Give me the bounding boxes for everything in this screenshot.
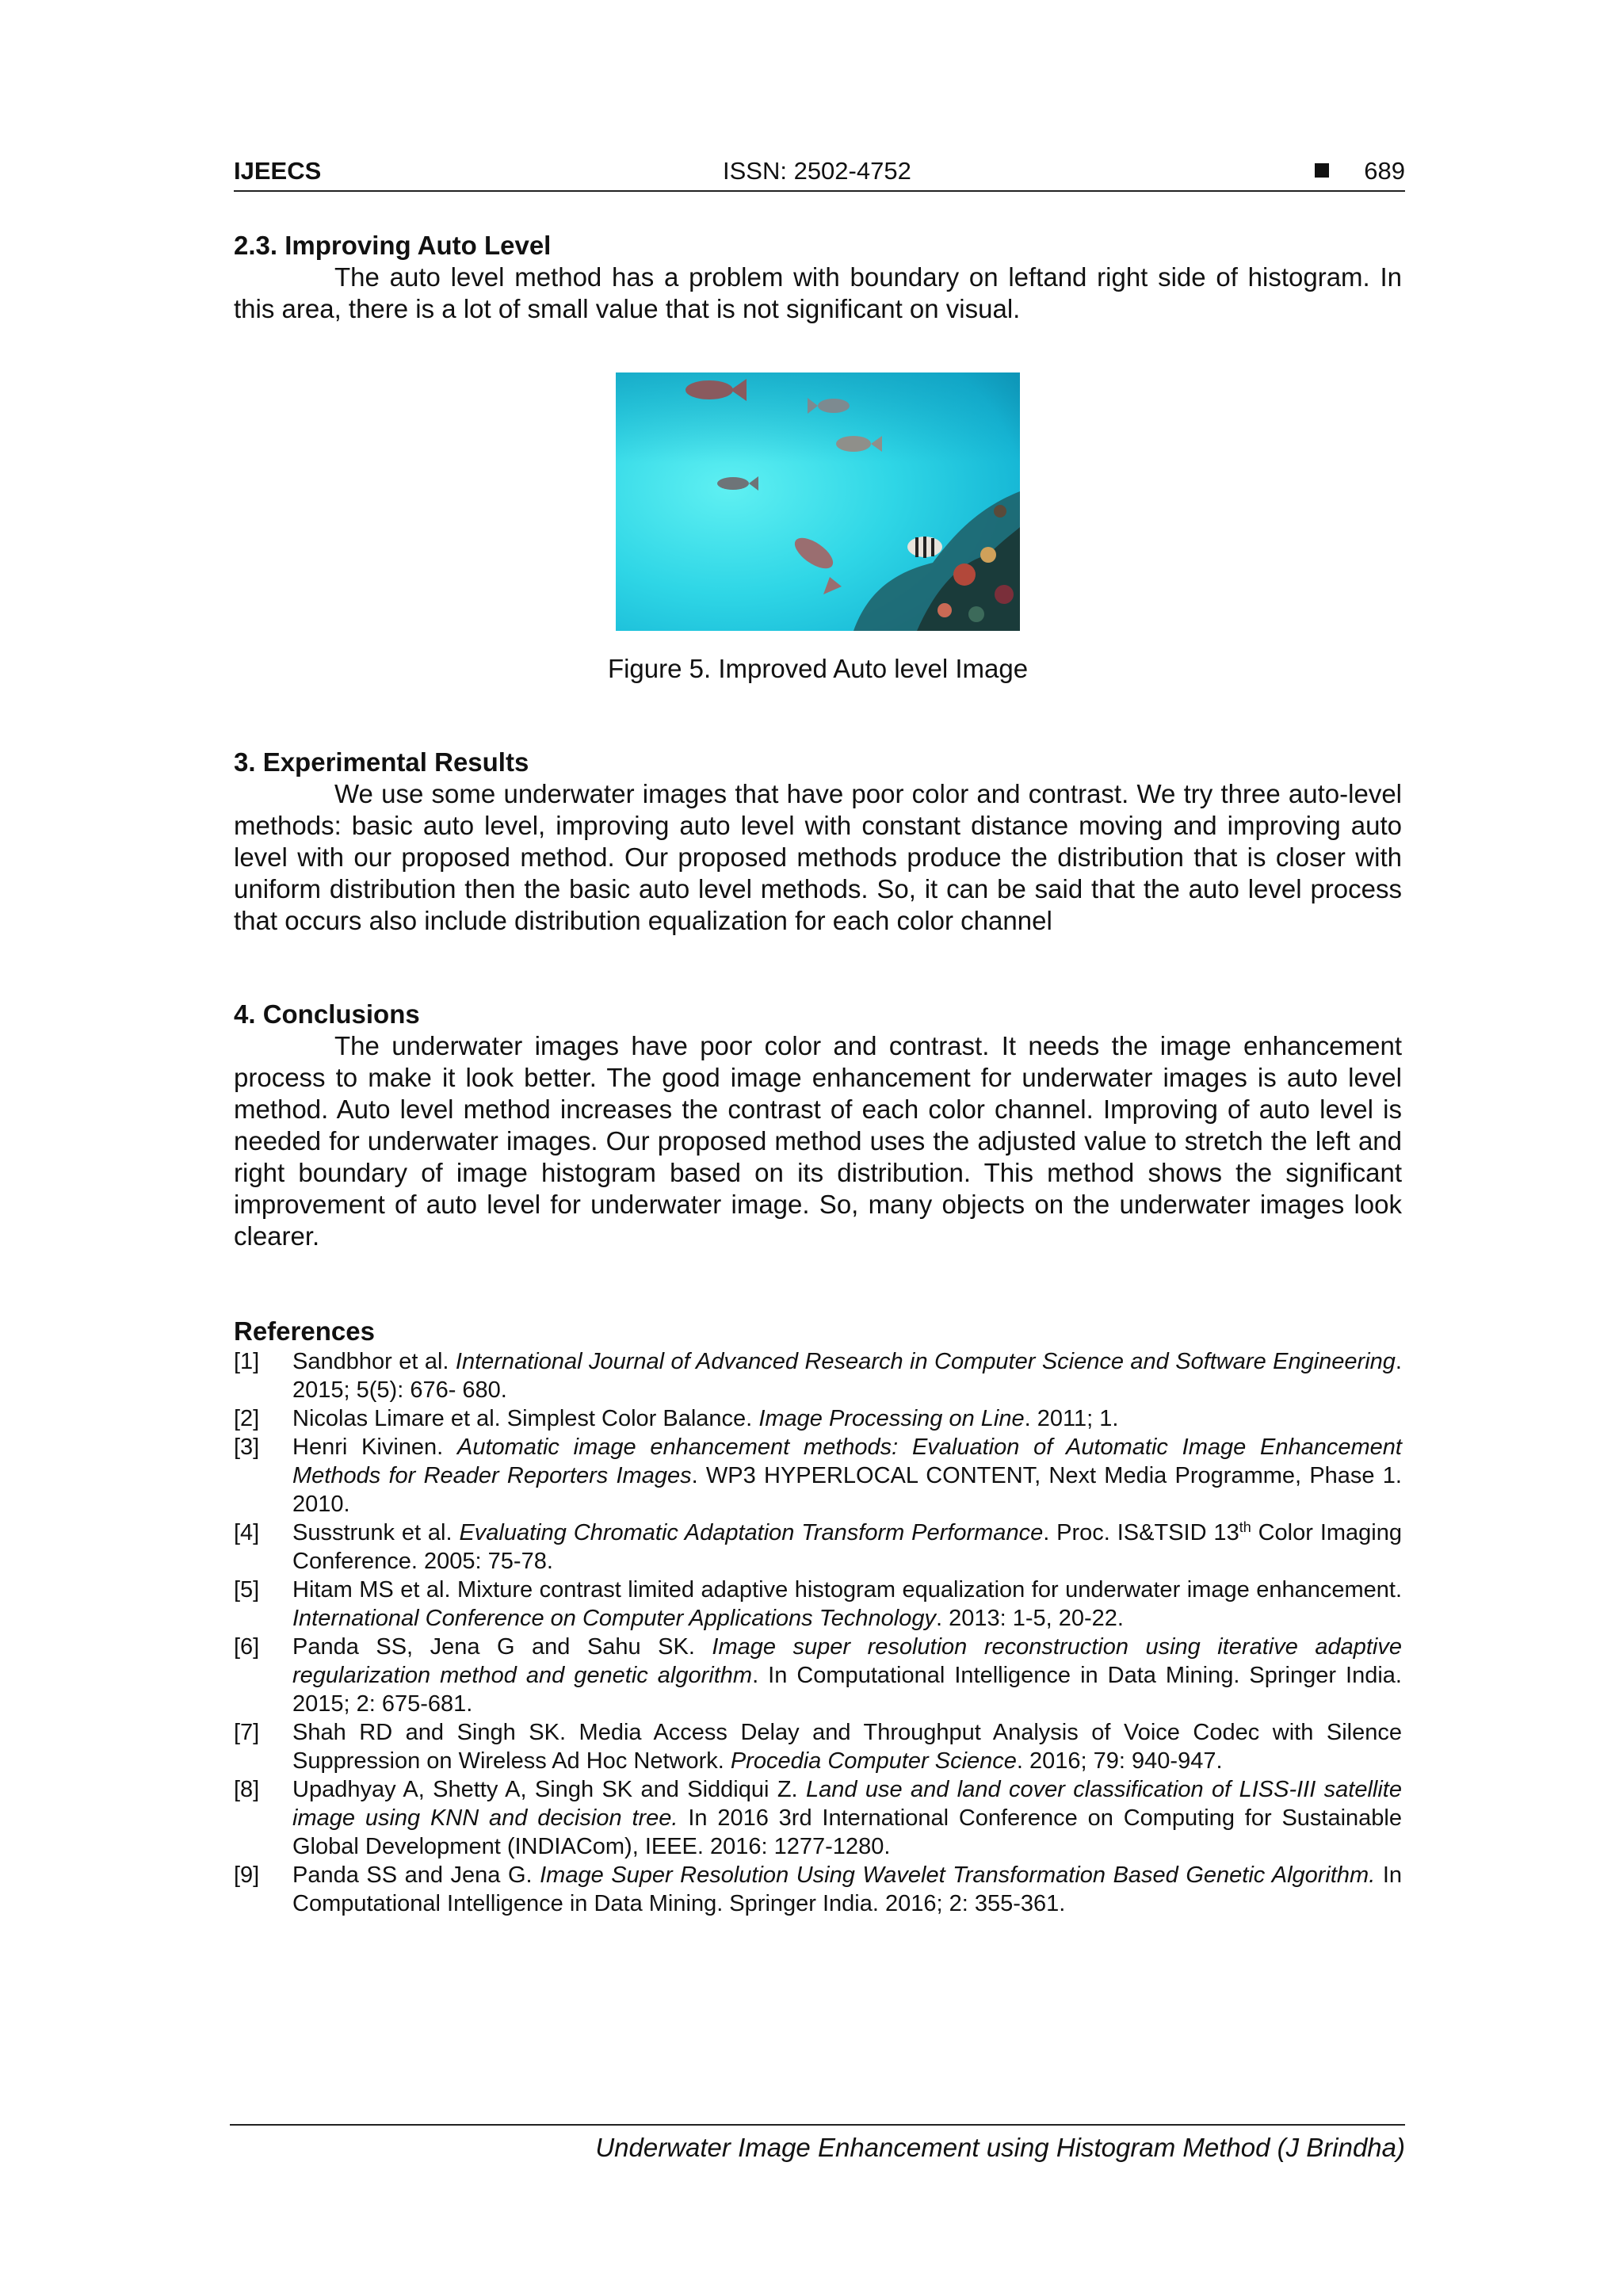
reference-list [234,1347,1402,1918]
section-heading: 2.3. Improving Auto Level [234,231,552,260]
running-footer [230,2124,1405,2164]
body-content [234,230,1402,1918]
reference-number: [5] [234,1577,260,1603]
reference-item [234,1576,1402,1633]
reference-number: [3] [234,1435,260,1460]
reference-item [234,1433,1402,1519]
reference-item [234,1347,1402,1404]
reference-text: Nicolas Limare et al. Simplest Color Balance. Image Processing on Line. 2011; 1. [292,1406,1119,1431]
running-header [234,155,1405,192]
reference-number: [7] [234,1720,260,1745]
reference-text: Susstrunk et al. Evaluating Chromatic Adaptation Transform Performance. Proc. IS&TSID 13th Color Imaging Conference. 2005: 75-78. [292,1519,1402,1574]
journal-name: IJEECS [234,157,322,185]
square-bullet-icon [1315,163,1329,178]
issn: ISSN: 2502-4752 [723,157,911,185]
section-3 [234,747,1402,937]
figure-caption: Figure 5. Improved Auto level Image [607,654,1029,683]
section-paragraph: The auto level method has a problem with boundary on leftand right side of histogram. In this area, there is a lot of small value that is not significant on visual. [234,262,1402,323]
references-section [234,1316,1402,1918]
reference-number: [9] [234,1862,260,1888]
page-number: 689 [1364,157,1405,185]
reference-text: Hitam MS et al. Mixture contrast limited adaptive histogram equalization for underwater image enhancement. International Conference on Computer Applications Technology. 2013: 1-5, 20-22. [292,1577,1402,1631]
reference-number: [8] [234,1777,260,1802]
underwater-photo [616,372,1020,631]
footer-title: Underwater Image Enhancement using Histogram Method (J Brindha) [595,2133,1405,2162]
reference-text: Henri Kivinen. Automatic image enhancement methods: Evaluation of Automatic Image Enhancement Methods for Reader Reporters Images. WP3 HYPERLOCAL CONTENT, Next Media Programme, Phase 1. 2010. [292,1435,1402,1517]
reference-item [234,1861,1402,1918]
figure-5 [234,372,1402,685]
section-heading: 4. Conclusions [234,999,420,1029]
section-2-3 [234,230,1402,325]
page-number-block [1315,155,1405,187]
reference-text: Shah RD and Singh SK. Media Access Delay and Throughput Analysis of Voice Codec with Silence Suppression on Wireless Ad Hoc Network. Procedia Computer Science. 2016; 79: 940-947. [292,1720,1402,1774]
reference-text: Sandbhor et al. International Journal of Advanced Research in Computer Science and Software Engineering. 2015; 5(5): 676- 680. [292,1349,1402,1403]
reference-item [234,1519,1402,1576]
reference-item [234,1404,1402,1433]
reference-text: Panda SS, Jena G and Sahu SK. Image super resolution reconstruction using iterative adaptive regularization method and genetic algorithm. In Computational Intelligence in Data Mining. Springer India. 2015; 2: 675-681. [292,1634,1402,1717]
reference-number: [4] [234,1520,260,1545]
section-paragraph: We use some underwater images that have poor color and contrast. We try three auto-level methods: basic auto level, improving auto level with constant distance moving and improving auto level with our proposed method. Our proposed methods produce the distribution that is closer with uniform distribution then the basic auto level methods. So, it can be said that the auto level process that occurs also include distribution equalization for each color channel [234,779,1402,935]
reference-item [234,1633,1402,1718]
section-paragraph: The underwater images have poor color and contrast. It needs the image enhancement process to make it look better. The good image enhancement for underwater images is auto level method. Auto level method increases the contrast of each color channel. Improving of auto level is needed for underwater images. Our proposed method uses the adjusted value to stretch the left and right boundary of image histogram based on its distribution. This method shows the significant improvement of auto level for underwater image. So, many objects on the underwater images look clearer. [234,1031,1402,1251]
reference-number: [1] [234,1349,260,1374]
reference-number: [2] [234,1406,260,1431]
section-4 [234,999,1402,1252]
reference-item [234,1775,1402,1861]
reference-text: Panda SS and Jena G. Image Super Resolution Using Wavelet Transformation Based Genetic Algorithm. In Computational Intelligence in Data Mining. Springer India. 2016; 2: 355-361. [292,1862,1403,1916]
references-heading: References [234,1316,375,1346]
reference-text: Upadhyay A, Shetty A, Singh SK and Siddiqui Z. Land use and land cover classification of LISS-III satellite image using KNN and decision tree. In 2016 3rd International Conference on Computing for Sustainable Global Development (INDIACom), IEEE. 2016: 1277-1280. [292,1777,1402,1859]
reference-number: [6] [234,1634,260,1660]
reference-item [234,1718,1402,1775]
section-heading: 3. Experimental Results [234,747,529,777]
